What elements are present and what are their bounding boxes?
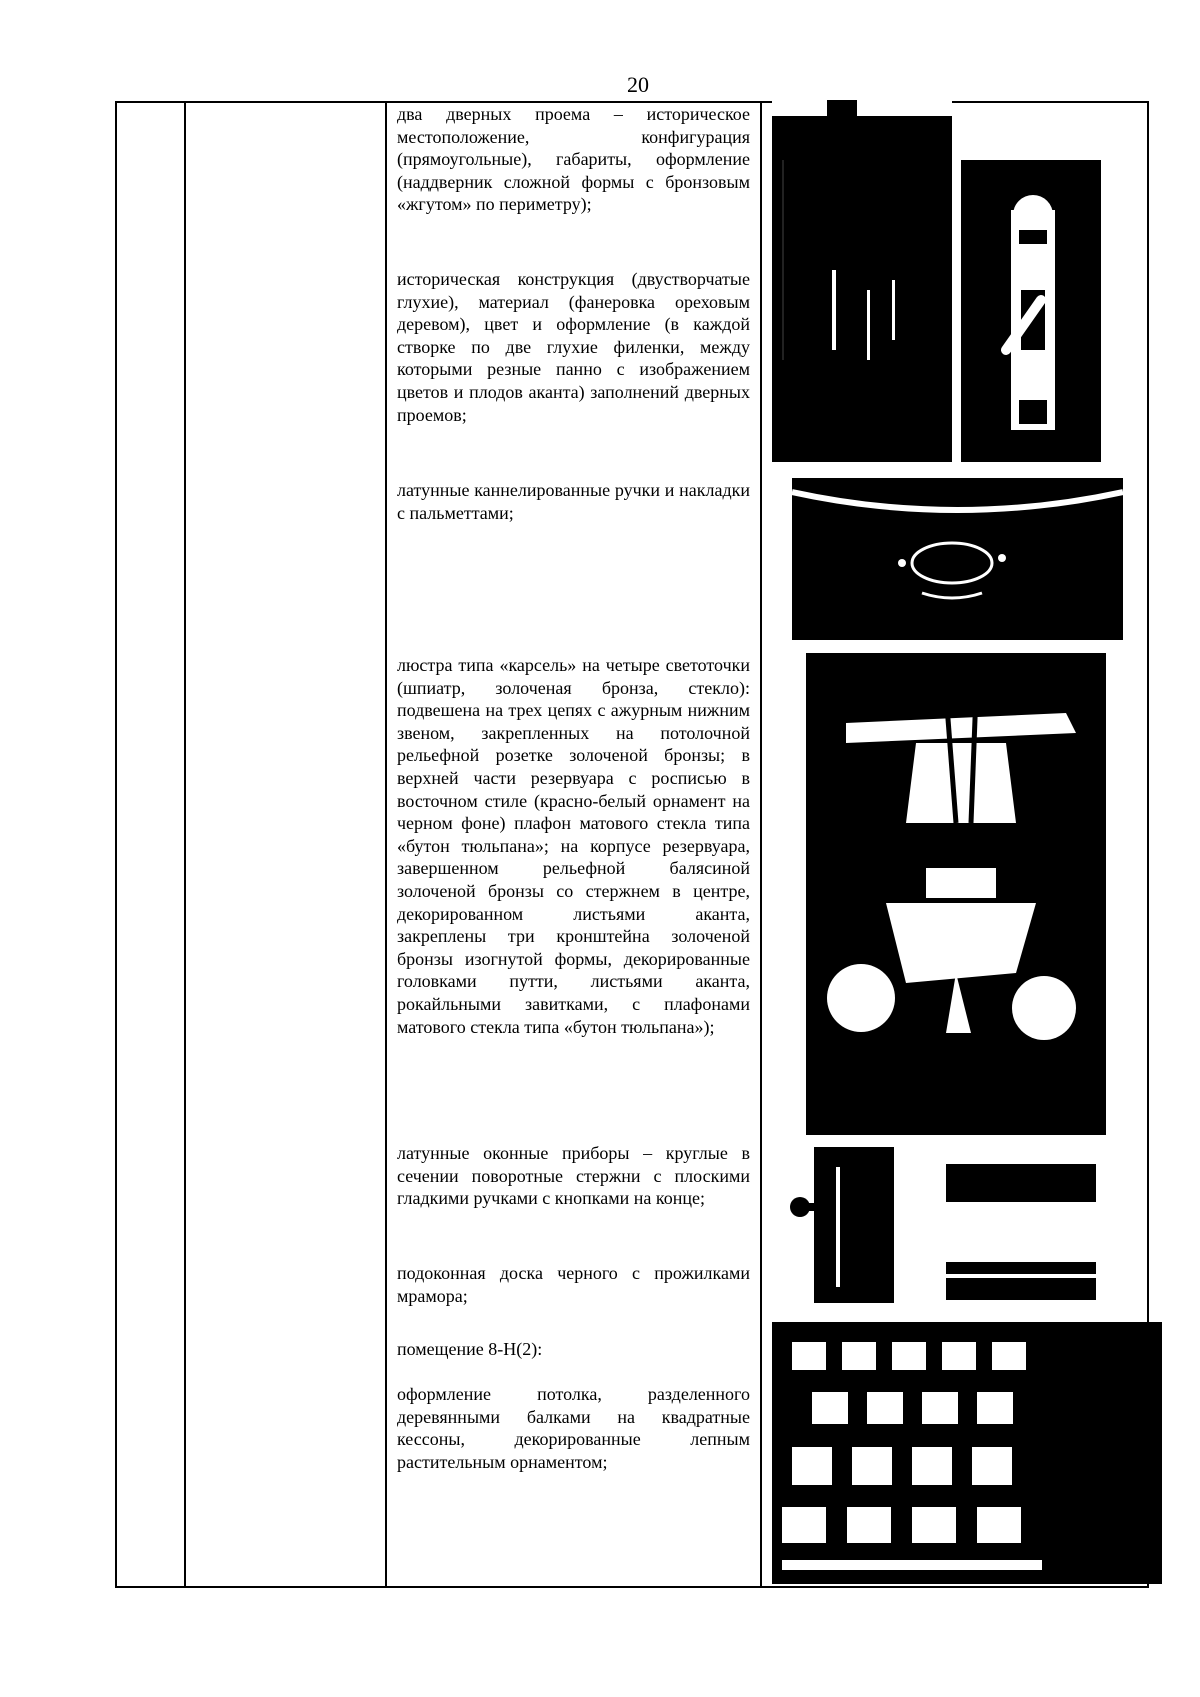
page-number: 20 [627, 72, 649, 97]
entry-ceiling: оформление потолка, разделенного деревянными балками на квадратные кессоны, декорированные лепным растительным орнаментом; [397, 1384, 750, 1472]
photo-ceiling-rosette [792, 478, 1123, 640]
photo-coffered-ceiling [772, 1322, 1162, 1584]
photo-chandelier [806, 653, 1106, 1135]
entry-windowsill: подоконная доска черного с прожилками мрамора; [397, 1263, 750, 1306]
column-divider-1 [184, 103, 186, 1586]
column-divider-3 [760, 103, 762, 1586]
entry-handles: латунные каннелированные ручки и накладки с пальметтами; [397, 480, 750, 523]
column-divider-2 [385, 103, 387, 1586]
entry-doorways: два дверных проема – историческое местоположение, конфигурация (прямоугольные), габариты, оформление (наддверник сложной формы с бронзовым «жгутом» по периметру); [397, 104, 750, 215]
entry-room: помещение 8-Н(2): [397, 1339, 543, 1359]
photo-windowsill [946, 1164, 1096, 1300]
photo-window-rod [786, 1147, 904, 1303]
entry-window-fittings: латунные оконные приборы – круглые в сечении поворотные стержни с плоскими гладкими ручками с кнопками на конце; [397, 1143, 750, 1209]
photo-doorway [772, 100, 952, 462]
photo-door-handle [961, 160, 1101, 462]
entry-chandelier: люстра типа «карсель» на четыре светоточки (шпиатр, золоченая бронза, стекло): подвешена на трех цепях с ажурным нижним звеном, закрепленных на потолочной рельефной розетке золоченой бронзы; в верхней части резервуара с росписью в восточном стиле (красно-белый орнамент на черном фоне) плафон матового стекла типа «бутон тюльпана»; на корпусе резервуара, завершенном рельефной балясиной золоченой бронзы со стержнем в центре, декорированном листьями аканта, закреплены три кронштейна золоченой бронзы изогнутой формы, декорированные головками путти, листьями аканта, рокайльными завитками, с плафонами матового стекла типа «бутон тюльпана»); [397, 655, 750, 1037]
entry-door-leaves: историческая конструкция (двустворчатые глухие), материал (фанеровка ореховым деревом), цвет и оформление (в каждой створке по две глухие филенки, между которыми резные панно с изображением цветов и плодов аканта) заполнений дверных проемов; [397, 269, 750, 425]
